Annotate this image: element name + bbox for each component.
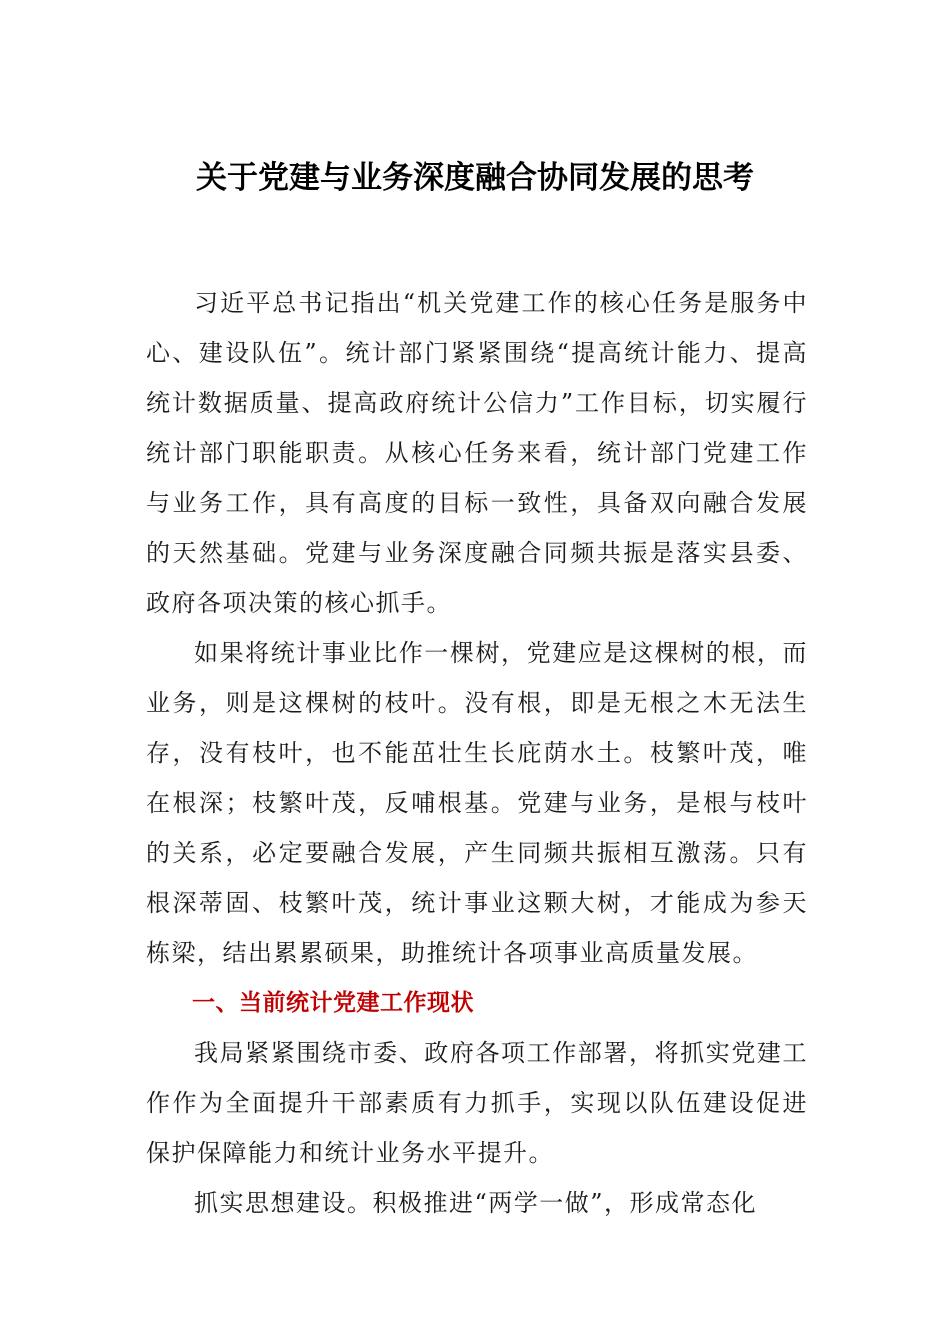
- paragraph: 习近平总书记指出“机关党建工作的核心任务是服务中心、建设队伍”。统计部门紧紧围绕“提高统计能力、提高统计数据质量、提高政府统计公信力”工作目标，切实履行统计部门职能职责。从核心任务来看，统计部门党建工作与业务工作，具有高度的目标一致性，具备双向融合发展的天然基础。党建与业务深度融合同频共振是落实县委、政府各项决策的核心抓手。: [146, 289, 808, 617]
- paragraph: 抓实思想建设。积极推进“两学一做”，形成常态化: [194, 1189, 758, 1217]
- section-heading: 一、当前统计党建工作现状: [192, 990, 474, 1016]
- document-body: [146, 278, 808, 1228]
- paragraph: 我局紧紧围绕市委、政府各项工作部署，将抓实党建工作作为全面提升干部素质有力抓手，实现以队伍建设促进保护保障能力和统计业务水平提升。: [146, 1039, 808, 1167]
- paragraph: 如果将统计事业比作一棵树，党建应是这棵树的根，而业务，则是这棵树的枝叶。没有根，即是无根之木无法生存，没有枝叶，也不能茁壮生长庇荫水土。枝繁叶茂，唯在根深；枝繁叶茂，反哺根基。党建与业务，是根与枝叶的关系，必定要融合发展，产生同频共振相互激荡。只有根深蒂固、枝繁叶茂，统计事业这颗大树，才能成为参天栋梁，结出累累硕果，助推统计各项事业高质量发展。: [146, 639, 808, 967]
- document-title: 关于党建与业务深度融合协同发展的思考: [196, 160, 754, 196]
